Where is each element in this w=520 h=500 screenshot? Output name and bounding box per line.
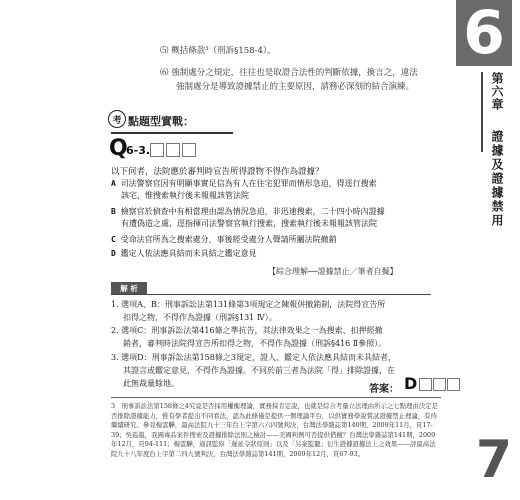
footnote: 3 刑事訴訟法第158條之4究竟是否採用權衡理論，實務採肯定說，也就是綜合考量立法理由所示之七點理由決定是否排除證據能力，惟有學者提出不同看法，認為此條僅是提供一個理論平台，以供實務學說嘗試證據禁止理論，有待繼續研究。參見楊雲驊，最高法院九十三年台上字第六六四號判決，台灣法學雜誌第140期，2009年11月，頁17-39；吳巡龍，我國毒品案件搜索及證據排除法則之檢討——美國判例可否提供借鏡？台灣法學雜誌第141期，2009年12月，頁94-111；楊雲驊，通訊監察「遲延令狀原則」以及「另案監聽」衍生證據證據法上之效果——評最高法院九十八年度台上字第二四九號判決，台灣法學雜誌第141期，2009年12月，頁67-93。 <box>111 402 439 458</box>
option-text-cont: 有遭偽造之虞，逕指揮司法警察官執行搜索，搜索執行後未報報該管法院 <box>121 219 377 228</box>
kao-badge-text: 考 <box>112 115 122 126</box>
option-c <box>111 234 451 246</box>
chapter-label: 第六章 <box>490 72 504 111</box>
answer-label: 答案： <box>369 384 399 395</box>
review-checkbox-1[interactable] <box>150 143 164 157</box>
review-checkbox-2[interactable] <box>166 143 180 157</box>
chapter-number: 6 <box>463 0 505 68</box>
option-text-cont: 該宅，惟搜索執行後未報報該管法院 <box>121 191 249 200</box>
option-text: 鑑定人依法應具結而未具結之鑑定意見 <box>120 249 257 258</box>
analysis-entry-2 <box>111 324 431 350</box>
option-letter: C <box>111 235 116 244</box>
option-letter: A <box>111 179 116 188</box>
answer-checkbox-3[interactable] <box>447 378 460 391</box>
option-text: 檢察官於偵查中有相當理由認為情況急迫，非迅速搜索，二十四小時內證據 <box>120 207 385 216</box>
list-item-6-line1: ⑹ 強制處分之規定，往往也是取證合法性的判斷依據，換言之，違法 <box>160 68 418 78</box>
analysis-text-cont: 銷者，審判時法院得宣告所扣得之物，不得作為證據（刑訴§416 Ⅱ參照）。 <box>123 339 387 348</box>
list-item-6 <box>160 66 440 94</box>
answer-checkbox-2[interactable] <box>433 378 446 391</box>
analysis-text-cont: 此無裁量餘地。 <box>123 379 179 388</box>
analysis-text: 2. 選項C：刑事訴訟法第416條之準抗告，其法律效果之一為搜索、扣押經撤 <box>111 326 383 335</box>
analysis-text: 3. 選項D：刑事訴訟法第158條之3規定，證人、鑑定人依法應具結而未具結者， <box>111 353 396 362</box>
list-item-6-line2: 強制處分是導致證據禁止的主要原因，請務必深刻的結合演練。 <box>176 82 415 92</box>
chapter-number-box <box>456 0 512 66</box>
option-b <box>111 206 451 230</box>
question-letter: Q <box>109 136 128 161</box>
analysis-text-cont: 扣得之物，不得作為證據（刑訴§131 Ⅳ）。 <box>123 313 277 322</box>
option-text: 司法警察官因有明顯事實足信為有人在住宅犯罪而情形急迫，得逕行搜索 <box>120 179 377 188</box>
option-d <box>111 248 451 260</box>
analysis-entry-1 <box>111 298 431 324</box>
answer-checkbox-1[interactable] <box>419 378 432 391</box>
section-title: 點題型實戰： <box>128 115 194 128</box>
analysis-text: 1. 選項A、B：刑事訴訟法第131條第3項規定之陳報併撤銷制，法院得宣告所 <box>111 300 386 309</box>
chapter-title: 證據及證據禁用 <box>490 130 504 228</box>
question-stem: 以下何者，法院應於審判時宣告所得證物不得作為證據？ <box>111 167 324 177</box>
kao-badge-icon <box>108 110 126 128</box>
side-divider <box>481 72 483 152</box>
option-a <box>111 178 451 202</box>
analysis-text-cont: 其證言或鑑定意見，不得作為證據。不同於前三者為法院「得」排除證據，在 <box>123 366 395 375</box>
list-item-5: ⑸ 概括條款³（刑訴§158-4）。 <box>160 46 276 56</box>
option-text: 受命法官所為之搜索處分，事後經受處分人聲請所屬法院撤銷 <box>120 235 337 244</box>
question-source: 【綜合理解──證據禁止／筆者自擬】 <box>268 267 398 276</box>
section-underline <box>111 132 233 134</box>
question-number: 6-3. <box>126 144 151 157</box>
chapter-side-tab <box>452 0 520 500</box>
analysis-tag: 解 析 <box>111 282 147 294</box>
analysis-rule <box>111 294 431 295</box>
option-letter: B <box>111 207 116 216</box>
answer-value: D <box>404 374 418 393</box>
review-checkbox-3[interactable] <box>182 143 196 157</box>
footnote-rule <box>111 397 441 398</box>
option-letter: D <box>111 249 116 258</box>
page-number: 7 <box>475 430 513 490</box>
